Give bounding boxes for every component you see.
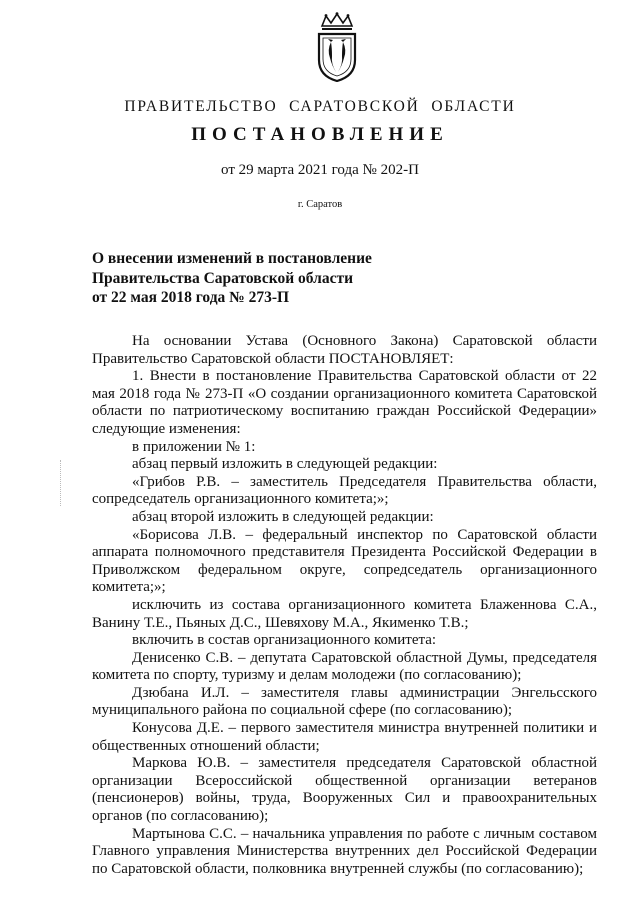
body-paragraph: Конусова Д.Е. – первого заместителя министра внутренней политики и общественных отношений области;	[92, 720, 597, 754]
body-paragraph: На основании Устава (Основного Закона) Саратовской области Правительство Саратовской области ПОСТАНОВЛЯЕТ:	[92, 333, 597, 367]
body-paragraph: включить в состав организационного комитета:	[132, 632, 437, 649]
subject-line: О внесении изменений в постановление	[92, 250, 372, 267]
body-paragraph: Мартынова С.С. – начальника управления по работе с личным составом Главного управления Министерства внутренних дел Российской Федерации по Саратовской области, полковника внутренней службы (по согласованию);	[92, 825, 597, 877]
subject-line: Правительства Саратовской области	[92, 269, 353, 287]
body-paragraph: 1. Внести в постановление Правительства Саратовской области от 22 мая 2018 года № 273-П «О создании организационного комитета Саратовской области по патриотическому воспитанию граждан Российской Федерации» следующие изменения:	[92, 368, 597, 437]
body-paragraph: «Борисова Л.В. – федеральный инспектор по Саратовской области аппарата полномочного представителя Президента Российской Федерации в Приволжском федеральном округе, сопредседатель организационного комитета;»;	[92, 526, 597, 596]
document-body	[92, 333, 597, 878]
document-date-number: от 29 марта 2021 года № 202-П	[221, 162, 419, 178]
margin-mark	[60, 460, 63, 506]
saratov-coat-of-arms-icon	[314, 12, 360, 82]
document-type-title: ПОСТАНОВЛЕНИЕ	[191, 124, 449, 145]
body-paragraph: «Грибов Р.В. – заместитель Председателя Правительства области, сопредседатель организационного комитета;»;	[92, 473, 597, 508]
body-paragraph: исключить из состава организационного комитета Блаженнова С.А., Ванину Т.Е., Пьяных Д.С., Шевяхову М.А., Якименко Т.В.;	[92, 596, 597, 631]
body-paragraph: Дзюбана И.Л. – заместителя главы администрации Энгельсского муниципального района по социальной сфере (по согласованию);	[92, 684, 597, 719]
document-city: г. Саратов	[297, 199, 343, 210]
body-paragraph: Маркова Ю.В. – заместителя председателя Саратовской областной организации Всероссийской общественной организации ветеранов (пенсионеров) войны, труда, Вооруженных Сил и правоохранительных органов (по согласованию);	[92, 755, 597, 825]
government-name: ПРАВИТЕЛЬСТВО САРАТОВСКОЙ ОБЛАСТИ	[124, 98, 516, 115]
body-paragraph: абзац первый изложить в следующей редакции:	[132, 456, 438, 473]
body-paragraph: в приложении № 1:	[132, 438, 256, 455]
body-paragraph: Денисенко С.В. – депутата Саратовской областной Думы, председателя комитета по спорту, туризму и делам молодежи (по согласованию);	[92, 649, 597, 684]
subject-line: от 22 мая 2018 года № 273-П	[92, 289, 290, 306]
document-subject	[92, 249, 452, 308]
body-paragraph: абзац второй изложить в следующей редакции:	[132, 508, 434, 525]
